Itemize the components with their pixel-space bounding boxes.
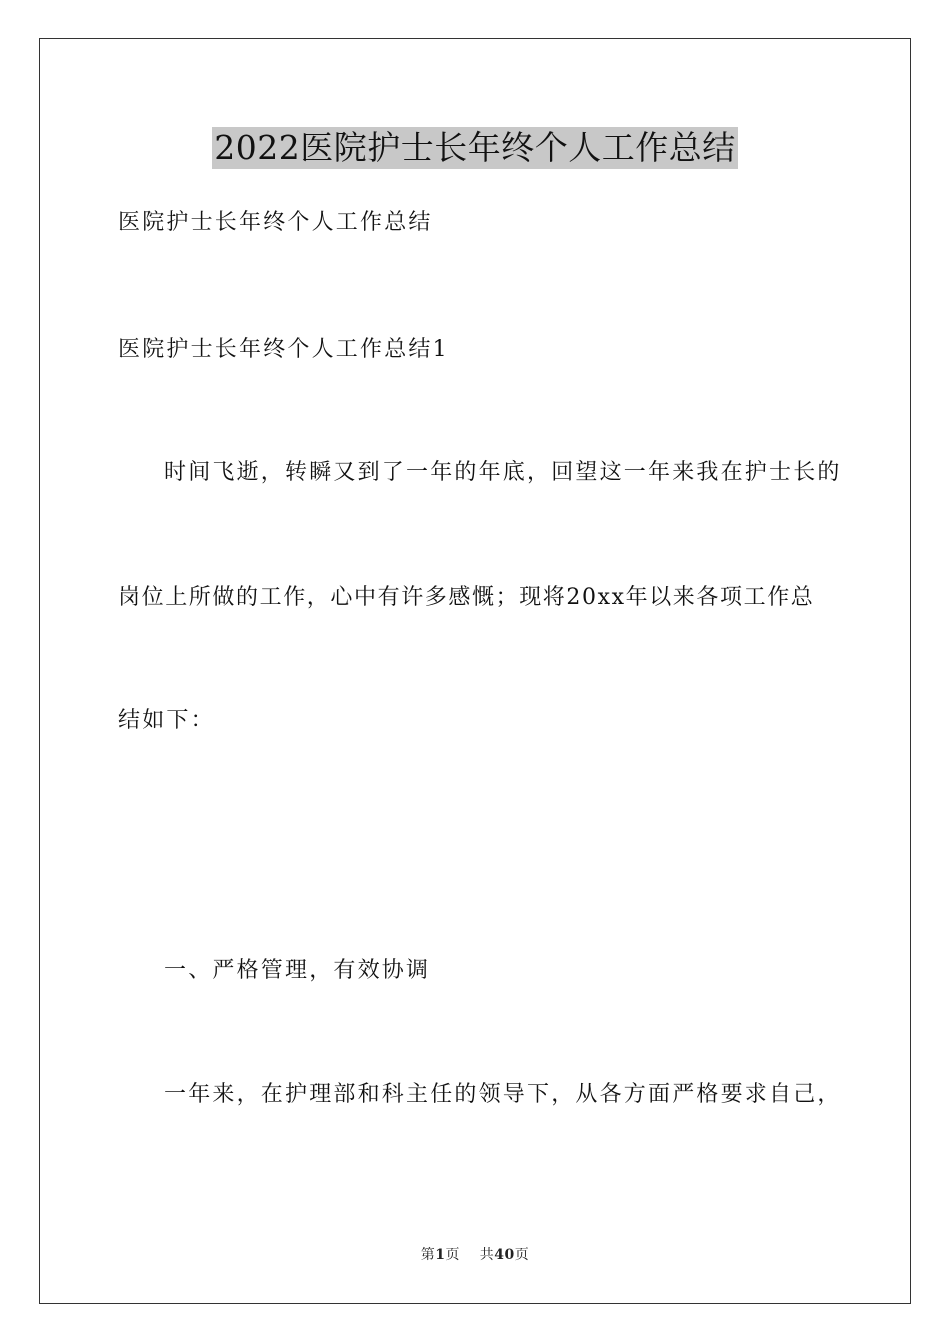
paragraph-2-line-1: 一年来，在护理部和科主任的领导下，从各方面严格要求自己， [164, 1082, 842, 1107]
footer-page-prefix: 第 [420, 1247, 436, 1263]
footer-page-unit: 页 [445, 1247, 460, 1263]
footer-total-unit: 页 [514, 1247, 530, 1263]
paragraph-1-line-3: 结如下： [118, 708, 215, 733]
document-title: 2022医院护士长年终个人工作总结 [214, 128, 736, 167]
document-subtitle: 医院护士长年终个人工作总结 [118, 210, 433, 235]
subheading-1: 一、严格管理，有效协调 [164, 958, 431, 983]
section-heading: 医院护士长年终个人工作总结1 [118, 337, 449, 362]
page-footer [0, 1245, 950, 1265]
paragraph-1-line-1: 时间飞逝，转瞬又到了一年的年底，回望这一年来我在护士长的 [164, 460, 842, 485]
footer-total-prefix: 共 [479, 1247, 495, 1263]
footer-page-total: 40 [494, 1247, 515, 1263]
title-container [0, 127, 950, 169]
footer-page-current: 1 [435, 1247, 446, 1263]
paragraph-1-line-2: 岗位上所做的工作，心中有许多感慨；现将20xx年以来各项工作总 [118, 585, 815, 610]
